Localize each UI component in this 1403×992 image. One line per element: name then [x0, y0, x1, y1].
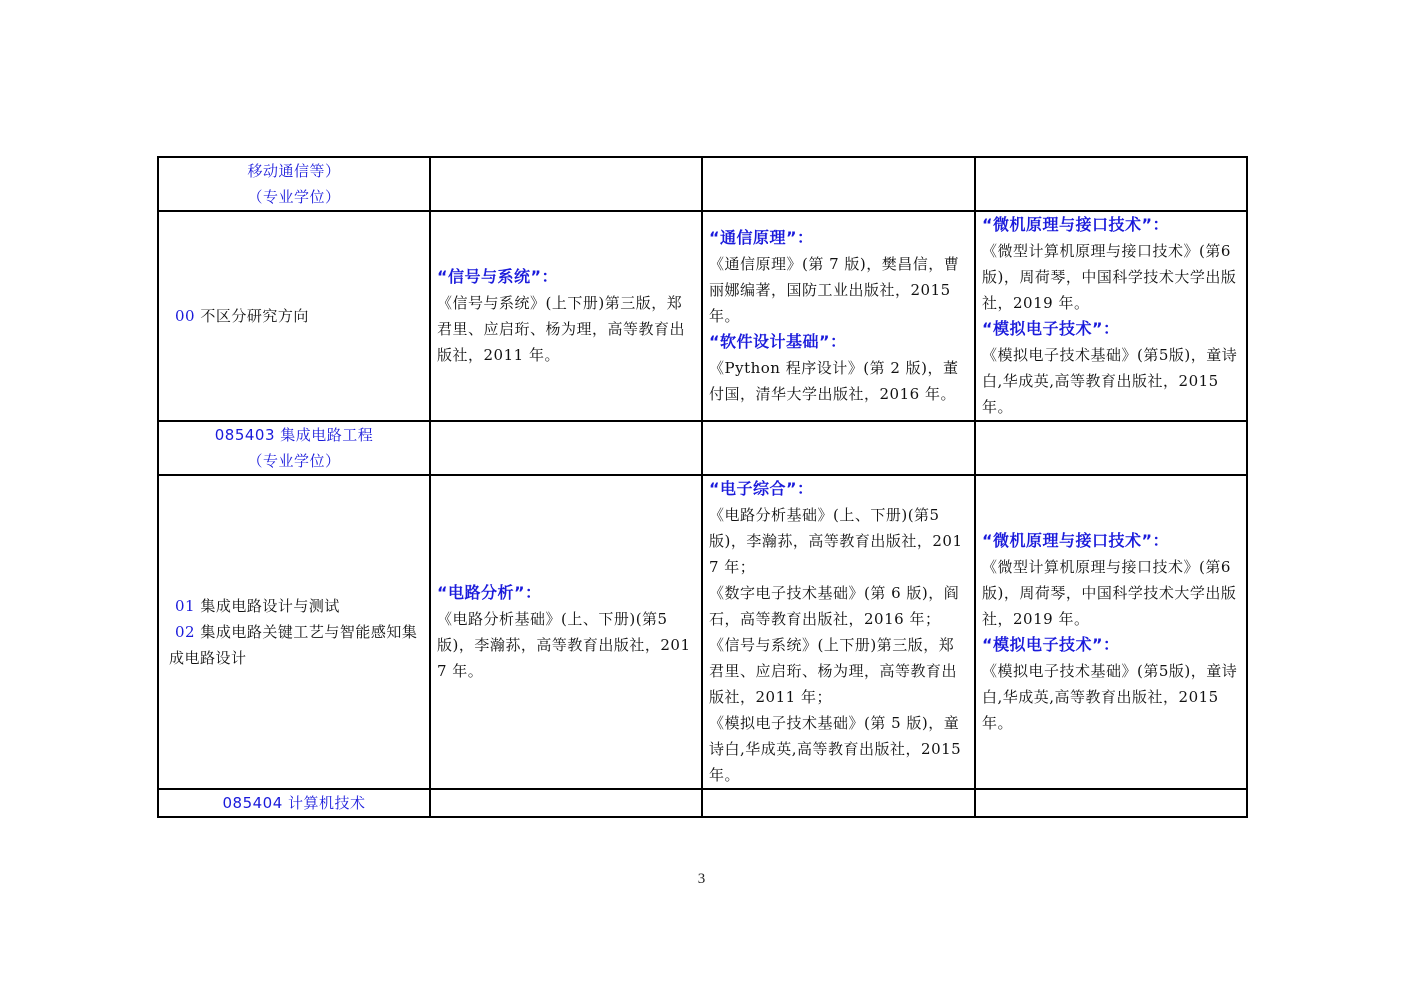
direction-item: [169, 593, 423, 619]
empty-cell: [430, 421, 702, 475]
book-reference: 《模拟电子技术基础》(第5版)，童诗白,华成英,高等教育出版社，2015 年。: [982, 346, 1238, 416]
subject-title: “通信原理”：: [709, 228, 814, 247]
table-row: [158, 211, 1247, 421]
direction-code: 02: [175, 623, 196, 641]
book-reference: 《电路分析基础》(上、下册)(第5版)，李瀚荪，高等教育出版社，2017 年；: [709, 506, 963, 576]
subject-cell: [430, 211, 702, 421]
table-row: [158, 421, 1247, 475]
empty-cell: [975, 789, 1247, 817]
major-name: 移动通信等）: [247, 162, 341, 180]
book-reference: 《微型计算机原理与接口技术》(第6版)，周荷琴，中国科学技术大学出版社，2019 年。: [982, 242, 1237, 312]
empty-cell: [702, 789, 975, 817]
degree-type: （专业学位）: [247, 188, 341, 206]
book-reference: 《电路分析基础》(上、下册)(第5版)，李瀚荪，高等教育出版社，2017 年。: [437, 610, 691, 680]
subject-title: “信号与系统”：: [437, 267, 559, 286]
subject-cell: [430, 475, 702, 789]
major-cell: [158, 157, 430, 211]
direction-code: 01: [175, 597, 196, 615]
subject-cell: [975, 475, 1247, 789]
major-cell: [158, 421, 430, 475]
empty-cell: [430, 157, 702, 211]
table-row: [158, 789, 1247, 817]
book-reference: 《Python 程序设计》(第 2 版)，董付国，清华大学出版社，2016 年。: [709, 359, 959, 403]
empty-cell: [702, 157, 975, 211]
table-row: [158, 475, 1247, 789]
direction-name: 集成电路关键工艺与智能感知集成电路设计: [169, 623, 418, 667]
book-reference: 《通信原理》(第 7 版)，樊昌信，曹丽娜编著，国防工业出版社，2015 年。: [709, 255, 960, 325]
subject-cell: [975, 211, 1247, 421]
book-reference: 《信号与系统》(上下册)第三版，郑君里、应启珩、杨为理，高等教育出版社，2011 年；: [709, 636, 958, 706]
subject-title: “模拟电子技术”：: [982, 635, 1120, 654]
major-cell: [158, 789, 430, 817]
subject-title: “电路分析”：: [437, 583, 542, 602]
subject-cell: [702, 211, 975, 421]
book-reference: 《模拟电子技术基础》(第5版)，童诗白,华成英,高等教育出版社，2015 年。: [982, 662, 1238, 732]
subject-title: “软件设计基础”：: [709, 332, 847, 351]
direction-cell: [158, 475, 430, 789]
subject-title: “微机原理与接口技术”：: [982, 531, 1170, 550]
book-reference: 《微型计算机原理与接口技术》(第6版)，周荷琴，中国科学技术大学出版社，2019 年。: [982, 558, 1237, 628]
empty-cell: [702, 421, 975, 475]
direction-name: 不区分研究方向: [200, 307, 309, 325]
major-name: 085404 计算机技术: [222, 794, 366, 812]
book-reference: 《信号与系统》(上下册)第三版，郑君里、应启珩、杨为理，高等教育出版社，2011 年。: [437, 294, 686, 364]
empty-cell: [975, 421, 1247, 475]
direction-code: 00: [175, 307, 196, 325]
table-row: [158, 157, 1247, 211]
direction-item: [175, 303, 423, 329]
direction-cell: [158, 211, 430, 421]
subject-cell: [702, 475, 975, 789]
reference-books-table: [157, 156, 1248, 818]
book-reference: 《数字电子技术基础》(第 6 版)，阎石，高等教育出版社，2016 年；: [709, 584, 960, 628]
empty-cell: [975, 157, 1247, 211]
direction-item: [169, 619, 423, 671]
degree-type: （专业学位）: [247, 452, 341, 470]
page-number: 3: [697, 871, 706, 887]
subject-title: “微机原理与接口技术”：: [982, 215, 1170, 234]
direction-name: 集成电路设计与测试: [200, 597, 340, 615]
major-name: 085403 集成电路工程: [214, 426, 374, 444]
empty-cell: [430, 789, 702, 817]
book-reference: 《模拟电子技术基础》(第 5 版)，童诗白,华成英,高等教育出版社，2015 年。: [709, 714, 962, 784]
subject-title: “电子综合”：: [709, 479, 814, 498]
subject-title: “模拟电子技术”：: [982, 319, 1120, 338]
